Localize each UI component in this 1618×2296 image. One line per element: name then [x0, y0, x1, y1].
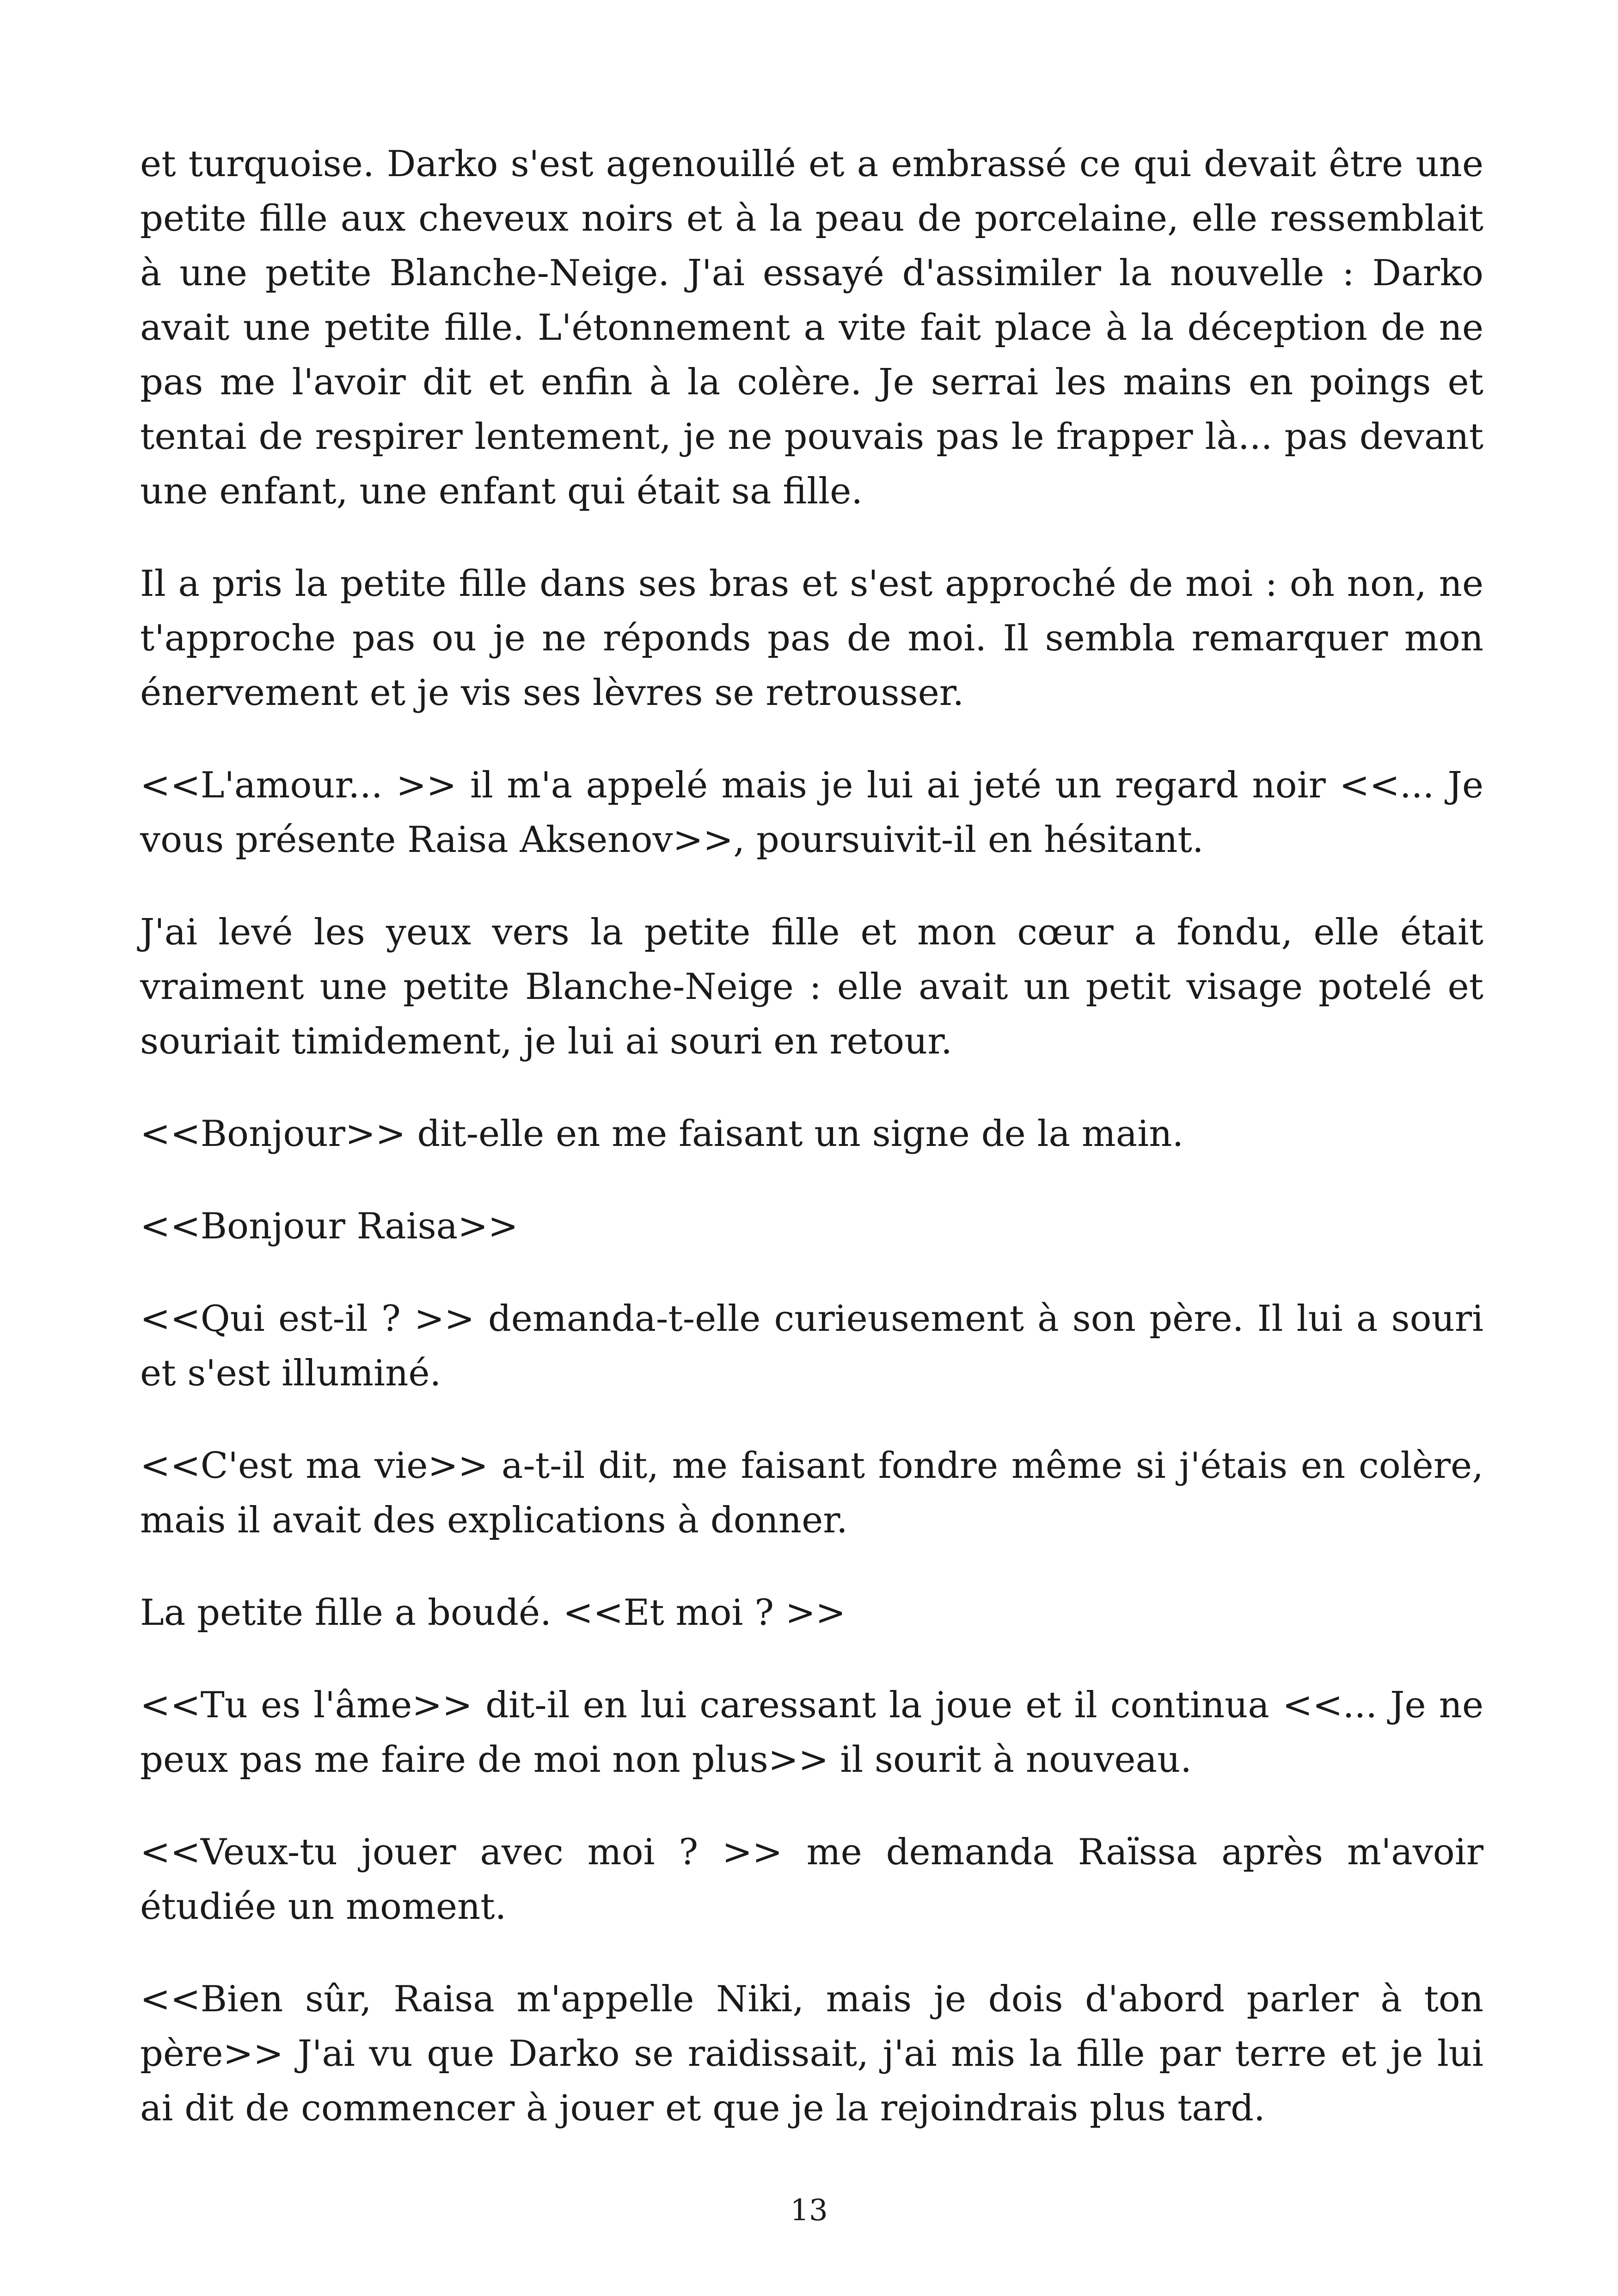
- paragraph: <<C'est ma vie>> a-t-il dit, me faisant fondre même si j'étais en colère, mais il avait des explications à donner.: [140, 1445, 1483, 1541]
- paragraph: <<Bonjour Raisa>>: [140, 1206, 518, 1247]
- paragraph: Il a pris la petite fille dans ses bras et s'est approché de moi : oh non, ne t'approche pas ou je ne réponds pas de moi. Il sembla remarquer mon énervement et je vis ses lèvres se retrousser.: [140, 563, 1483, 714]
- page-number: 13: [790, 2193, 828, 2228]
- paragraph: La petite fille a boudé. <<Et moi ? >>: [140, 1592, 846, 1634]
- paragraph: J'ai levé les yeux vers la petite fille et mon cœur a fondu, elle était vraiment une petite Blanche-Neige : elle avait un petit visage potelé et souriait timidement, je lui ai souri en retour.: [140, 912, 1483, 1062]
- paragraph: <<Bonjour>> dit-elle en me faisant un signe de la main.: [140, 1113, 1184, 1155]
- paragraph: et turquoise. Darko s'est agenouillé et a embrassé ce qui devait être une petite fille aux cheveux noirs et à la peau de porcelaine, elle ressemblait à une petite Blanche-Neige. J'ai essayé d'assimiler la nouvelle : Darko avait une petite fille. L'étonnement a vite fait place à la déception de ne pas me l'avoir dit et enfin à la colère. Je serrai les mains en poings et tentai de respirer lentement, je ne pouvais pas le frapper là... pas devant une enfant, une enfant qui était sa fille.: [140, 143, 1483, 512]
- body-text: [140, 137, 1483, 2174]
- paragraph: <<Veux-tu jouer avec moi ? >> me demanda Raïssa après m'avoir étudiée un moment.: [140, 1831, 1483, 1928]
- paragraph: <<L'amour... >> il m'a appelé mais je lui ai jeté un regard noir <<... Je vous présente Raisa Aksenov>>, poursuivit-il en hésitant.: [140, 765, 1483, 861]
- paragraph: <<Tu es l'âme>> dit-il en lui caressant la joue et il continua <<... Je ne peux pas me faire de moi non plus>> il sourit à nouveau.: [140, 1684, 1483, 1781]
- paragraph: <<Qui est-il ? >> demanda-t-elle curieusement à son père. Il lui a souri et s'est illuminé.: [140, 1298, 1483, 1394]
- paragraph: <<Bien sûr, Raisa m'appelle Niki, mais je dois d'abord parler à ton père>> J'ai vu que Darko se raidissait, j'ai mis la fille par terre et je lui ai dit de commencer à jouer et que je la rejoindrais plus tard.: [140, 1978, 1483, 2129]
